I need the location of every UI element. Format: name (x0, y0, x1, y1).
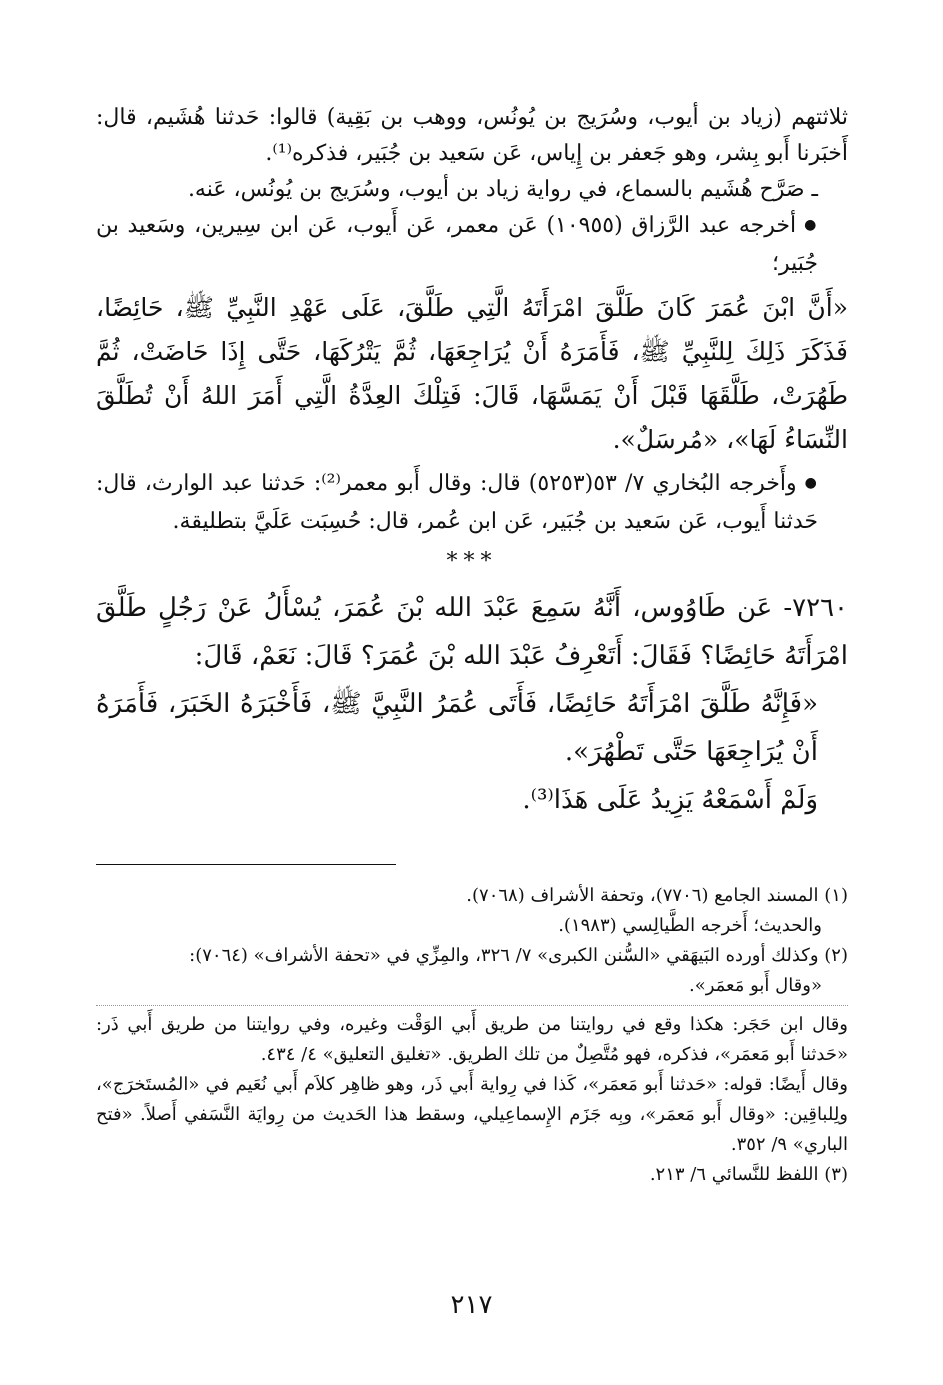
page-number: ٢١٧ (450, 1290, 493, 1320)
hadith-7260-quote: «فَإِنَّهُ طَلَّقَ امْرَأَتَهُ حَائِضًا، فَأَتَى عُمَرُ النَّبِيَّ ﷺ، فَأَخْبَرَهُ الخَبَرَ، فَأَمَرَهُ أَنْ يُرَاجِعَهَا حَتَّى تَطْهُرَ». (96, 689, 818, 767)
footnote-divider (96, 864, 396, 865)
footnote-1: (١) المسند الجامع (٧٧٠٦)، وتحفة الأشراف (٧٠٦٨). (466, 885, 848, 906)
footnote-2-quote: «وقال أَبو مَعمَر». (688, 975, 822, 996)
body-paragraph-1: ثلاثتهم (زياد بن أيوب، وسُرَيج بن يُونُس، ووهب بن بَقِية) قالوا: حَدثنا هُشَيم، قال: أَخبَرنا أَبو بِشر، وهو جَعفر بن إِياس، عَن سَعيد بن جُبَير، فذكره⁽¹⁾. (96, 105, 848, 166)
hadith-quote-1: «أَنَّ ابْنَ عُمَرَ كَانَ طَلَّقَ امْرَأَتَهُ الَّتِي طَلَّقَ، عَلَى عَهْدِ النَّبِيِّ ﷺ، حَائِضًا، فَذَكَرَ ذَلِكَ لِلنَّبِيِّ ﷺ، فَأَمَرَهُ أَنْ يُرَاجِعَهَا، ثُمَّ يَتْرُكَهَا، حَتَّى إِذَا حَاضَتْ، ثُمَّ طَهُرَتْ، طَلَّقَهَا قَبْلَ أَنْ يَمَسَّهَا، قَالَ: فَتِلْكَ العِدَّةُ الَّتِي أَمَرَ اللهُ أَنْ تُطَلَّقَ النِّسَاءُ لَهَا»، «مُرسَلٌ». (96, 293, 848, 454)
footnote-2-ibn-hajar: وقال ابن حَجَر: هكذا وقع في روايتنا من طريق أَبي الوَقْت وغيره، وفي روايتنا من طريق أَبي ذَر: «حَدثنا أَبو مَعمَر»، فذكره، فهو مُتَّصِلٌ من تلك الطريق. «تغليق التعليق» ٤/ ٤٣٤. (96, 1014, 848, 1065)
footnote-dotted-separator (96, 1005, 848, 1006)
body-paragraph-2: ـ صَرَّح هُشَيم بالسماع، في رواية زياد بن أيوب، وسُرَيج بن يُونُس، عَنه. (187, 177, 818, 202)
hadith-7260-text: ٧٢٦٠- عَن طَاوُوس، أَنَّهُ سَمِعَ عَبْدَ الله بْنَ عُمَرَ، يُسْأَلُ عَنْ رَجُلٍ طَلَّقَ امْرَأَتَهُ حَائِضًا؟ فَقَالَ: أَتَعْرِفُ عَبْدَ الله بْنَ عُمَرَ؟ قَالَ: نَعَمْ، قَالَ: (96, 593, 848, 671)
footnote-1-continuation: والحديث؛ أَخرجه الطَّيالِسي (١٩٨٣). (558, 915, 822, 936)
footnote-3: (٣) اللفظ للنَّسائي ٦/ ٢١٣. (649, 1164, 848, 1185)
body-paragraph-3: ● أخرجه عبد الرَّزاق (١٠٩٥٥) عَن معمر، عَن أَيوب، عَن ابن سِيرين، وسَعيد بن جُبَير؛ (96, 208, 848, 282)
footnotes (96, 881, 848, 1190)
document-page (96, 100, 848, 1340)
section-separator-stars: *** (446, 549, 498, 574)
hadith-7260-end: وَلَمْ أَسْمَعْهُ يَزِيدُ عَلَى هَذَا⁽³⁾. (522, 785, 818, 815)
footnote-2: (٢) وكذلك أورده البَيهَقي «السُّنن الكبرى» ٧/ ٣٢٦، والمِزِّي في «تحفة الأشراف» (٧٠٦٤): (189, 945, 848, 966)
body-paragraph-4: ● وأَخرجه البُخاري ٧/ ٥٣(٥٢٥٣) قال: وقال أَبو معمر⁽²⁾: حَدثنا عبد الوارث، قال: حَدثنا أَيوب، عَن سَعيد بن جُبَير، عَن ابن عُمر، قال: حُسِبَت عَلَيَّ بتطليقة. (96, 466, 848, 540)
footnote-2-also: وقال أَيضًا: قوله: «حَدثنا أَبو مَعمَر»، كَذا في رِواية أَبي ذَر، وهو ظاهِر كلاَم أَبي نُعَيم في «المُستَخرَج»، ولِلباقِين: «وقال أَبو مَعمَر»، وبِه جَزَم الإِسماعِيلي، وسقط هذا الحَديث من رِوايَة النَّسَفي أَصلاً. «فتح الباري» ٩/ ٣٥٢. (96, 1074, 848, 1155)
